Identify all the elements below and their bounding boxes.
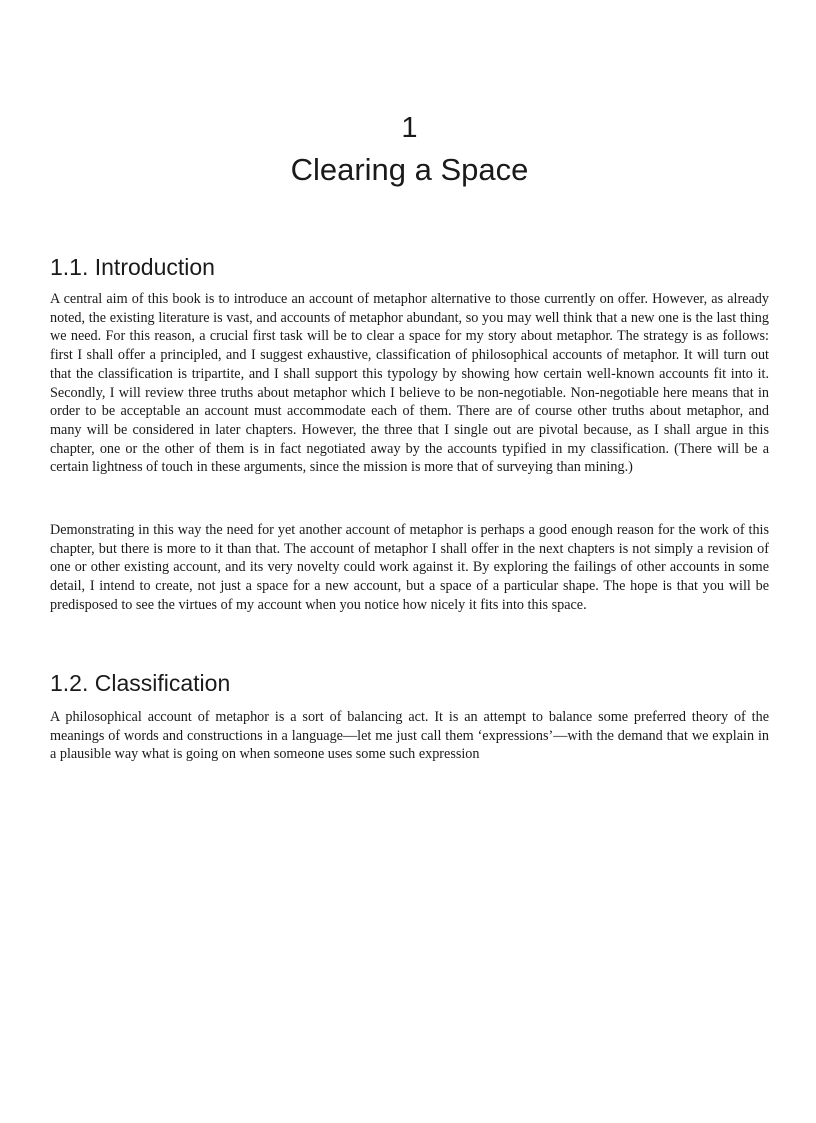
section-heading-introduction: 1.1. Introduction (50, 254, 215, 280)
chapter-title: Clearing a Space (290, 152, 529, 187)
paragraph-introduction-1: A central aim of this book is to introduce an account of metaphor alternative to those currently on offer. However, as already noted, the existing literature is vast, and accounts of metaphor abundant, so you may well think that a new one is the last thing we need. For this reason, a crucial first task will be to clear a space for my story about metaphor. The strategy is as follows: first I shall offer a principled, and I suggest exhaustive, classification of philosophical accounts of metaphor. It will turn out that the classification is tripartite, and I shall support this typology by showing how certain well-known accounts fit into it. Secondly, I will review three truths about metaphor which I believe to be non-negotiable. Non-negotiable here means that in order to be acceptable an account must accommodate each of them. There are of course other truths about metaphor, and many will be considered in later chapters. However, the three that I single out are pivotal because, as I shall argue in this chapter, one or the other of them is in fact negotiated away by the accounts typified in my classification. (There will be a certain lightness of touch in these arguments, since the mission is more that of surveying than mining.) (50, 291, 769, 476)
section-heading-classification: 1.2. Classification (50, 670, 231, 696)
paragraph-classification-1: A philosophical account of metaphor is a sort of balancing act. It is an attempt to balance some preferred theory of the meanings of words and constructions in a language—let me just call them ‘expressions’—with the demand that we explain in a plausible way what is going on when someone uses some such expression (50, 709, 769, 763)
chapter-number: 1 (401, 112, 418, 144)
paragraph-introduction-2: Demonstrating in this way the need for yet another account of metaphor is perhaps a good enough reason for the work of this chapter, but there is more to it than that. The account of metaphor I shall offer in the next chapters is not simply a revision of one or other existing account, and its very novelty could work against it. By exploring the failings of other accounts in some detail, I intend to create, not just a space for a new account, but a space of a particular shape. The hope is that you will be predisposed to see the virtues of my account when you notice how nicely it fits into this space. (50, 522, 769, 613)
